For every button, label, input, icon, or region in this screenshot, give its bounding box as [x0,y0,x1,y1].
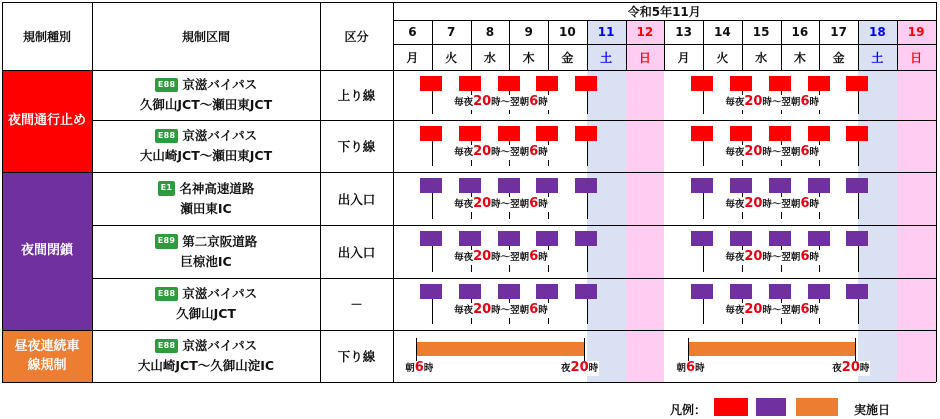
day-number: 18 [869,25,886,39]
day-number: 9 [524,25,533,39]
note-text: 毎夜 [725,97,745,108]
road-name: 京滋バイパス [182,128,258,143]
night-closure-block [769,76,791,91]
night-closure-block [730,126,752,141]
day-column-line [509,20,510,70]
continuous-end-note [560,361,599,376]
legend-purple-swatch [756,398,786,416]
header-month: 令和5年11月 [627,4,701,19]
note-text: 朝 [405,363,415,374]
night-closure-block [420,126,442,141]
note-text: 時 [538,199,548,210]
night-time-note [453,95,549,110]
note-hour: 6 [529,249,539,264]
note-text: 時～翌朝 [491,305,530,316]
category-cell: 昼夜連続車 線規制 [2,330,92,382]
day-column-line [664,20,665,70]
grid-line [92,2,93,382]
night-ramp-closure-block [459,284,481,299]
header-division: 区分 [344,29,369,44]
road-line [158,179,255,199]
road-name: 名神高速道路 [179,180,255,196]
night-time-note [724,197,820,212]
note-hour: 20 [473,249,492,264]
note-text: 時 [423,363,434,374]
night-ramp-closure-block [498,231,520,246]
section-name: 久御山JCT [176,306,236,321]
legend-red-swatch [714,398,748,416]
weekday-label: 月 [406,50,419,65]
night-closure-block [691,126,713,141]
note-hour: 20 [473,196,492,211]
night-ramp-closure-block [691,178,713,193]
weekday-label: 火 [716,50,729,65]
day-column-line [626,20,627,70]
note-text: 毎夜 [454,252,474,263]
note-hour: 20 [744,94,763,109]
day-number: 16 [791,25,809,39]
sunday-column-shade [626,20,665,382]
night-ramp-closure-block [691,231,713,246]
note-text: 毎夜 [725,147,745,158]
road-line [155,336,257,356]
note-hour: 20 [473,94,492,109]
grid-line [2,2,936,3]
note-hour: 20 [473,302,492,317]
night-closure-block [808,126,830,141]
night-time-note [724,303,820,318]
day-number: 11 [597,25,615,39]
regulation-section-cell [92,120,320,172]
note-text: 時 [538,147,548,158]
night-closure-block [691,76,713,91]
weekday-label: 月 [677,50,690,65]
grid-line [92,278,936,279]
night-ramp-closure-block [498,178,520,193]
night-ramp-closure-block [769,231,791,246]
note-text: 夜 [832,363,842,374]
day-column-line [819,20,820,70]
expressway-number-badge: E88 [155,78,179,93]
division-cell: 上り線 [337,88,376,103]
weekday-label: 日 [910,50,923,65]
note-text: 時 [809,199,819,210]
note-hour: 6 [529,302,539,317]
note-text: 時 [809,97,819,108]
weekday-label: 火 [445,50,458,65]
night-time-note [724,250,820,265]
night-ramp-closure-block [420,231,442,246]
night-ramp-closure-block [575,178,597,193]
day-column-line [548,20,549,70]
note-hour: 6 [800,302,810,317]
night-ramp-closure-block [536,178,558,193]
note-hour: 6 [529,144,539,159]
sunday-column-shade [897,20,936,382]
weekday-label: 水 [755,50,768,65]
note-text: 毎夜 [454,147,474,158]
grid-line [2,330,936,331]
note-hour: 6 [529,196,539,211]
night-ramp-closure-block [498,284,520,299]
saturday-column-shade [587,20,626,382]
grid-line [2,2,3,382]
night-ramp-closure-block [459,178,481,193]
road-line [155,75,257,95]
regulation-section-cell [92,330,320,382]
day-column-line [587,20,588,70]
note-text: 毎夜 [725,305,745,316]
night-time-note [453,197,549,212]
note-text: 毎夜 [725,199,745,210]
night-ramp-closure-block [808,178,830,193]
section-name: 大山崎JCT～瀬田東JCT [139,148,273,163]
night-closure-block [575,126,597,141]
grid-line [2,70,936,71]
weekday-label: 木 [522,50,535,65]
continuous-regulation-bar [416,342,584,356]
night-time-note [453,145,549,160]
legend-implementation-text: 実施日 [854,403,891,417]
note-hour: 20 [744,196,763,211]
continuous-start-note [676,361,706,376]
note-text: 毎夜 [454,199,474,210]
day-column-line [432,20,433,70]
note-text: 朝 [676,363,687,374]
note-hour: 20 [473,144,492,159]
night-ramp-closure-block [730,178,752,193]
day-number: 8 [485,25,495,39]
note-text: 時～翌朝 [491,97,530,108]
night-ramp-closure-block [575,284,597,299]
night-ramp-closure-block [769,178,791,193]
road-name: 京滋バイパス [182,77,258,92]
note-text: 時 [695,363,705,374]
note-text: 時～翌朝 [762,199,801,210]
note-text: 時 [538,252,548,263]
note-hour: 20 [841,360,860,375]
note-text: 毎夜 [454,305,474,316]
note-hour: 6 [800,249,810,264]
note-text: 時 [809,305,819,316]
night-ramp-closure-block [808,231,830,246]
category-cell: 夜間通行止め [2,70,92,172]
weekday-label: 日 [638,50,651,65]
note-text: 時～翌朝 [762,305,801,316]
note-hour: 20 [744,302,763,317]
day-column-line [471,20,472,70]
night-closure-block [536,126,558,141]
grid-line [92,120,936,121]
legend-label: 凡例： [670,403,707,417]
note-text: 夜 [561,363,571,374]
note-hour: 20 [570,360,589,375]
header-regulation-type: 規制種別 [22,29,71,44]
night-ramp-closure-block [846,231,868,246]
regulation-section-cell [92,172,320,225]
note-text: 時 [538,97,548,108]
note-text: 時 [859,363,870,374]
night-ramp-closure-block [420,178,442,193]
night-ramp-closure-block [730,284,752,299]
day-number: 15 [752,25,770,39]
note-hour: 20 [744,249,763,264]
grid-line [92,225,936,226]
night-time-note [453,250,549,265]
note-text: 毎夜 [725,252,745,263]
day-number: 6 [408,25,417,39]
night-ramp-closure-block [730,231,752,246]
note-hour: 6 [529,94,539,109]
grid-line [320,2,321,382]
note-text: 毎夜 [454,97,474,108]
grid-line [2,382,936,383]
road-line [155,284,257,304]
continuous-regulation-bar [688,342,856,356]
note-text: 時～翌朝 [491,252,530,263]
night-ramp-closure-block [536,231,558,246]
regulation-section-cell [92,278,320,330]
section-name: 久御山JCT～瀬田東JCT [139,97,273,112]
night-closure-block [420,76,442,91]
division-cell: 出入口 [337,191,376,207]
road-name: 第二京阪道路 [182,233,258,249]
note-text: 時～翌朝 [762,97,801,108]
night-closure-block [846,76,868,91]
expressway-number-badge: E88 [155,339,179,354]
expressway-number-badge: E89 [155,234,179,249]
note-text: 時～翌朝 [762,147,801,158]
day-number: 19 [907,25,925,39]
weekday-label: 金 [561,50,574,65]
note-hour: 6 [414,360,424,375]
regulation-section-cell [92,225,320,278]
day-column-line [703,20,704,70]
day-column-line [936,2,937,382]
note-hour: 6 [686,360,696,375]
night-ramp-closure-block [808,284,830,299]
grid-line [2,172,936,173]
expressway-number-badge: E88 [155,129,179,144]
night-ramp-closure-block [575,231,597,246]
day-number: 10 [559,25,576,39]
day-column-line [858,20,859,70]
weekday-label: 金 [832,50,845,65]
section-name: 大山崎JCT～久御山淀IC [137,358,275,373]
day-number: 17 [830,25,847,39]
note-text: 時～翌朝 [491,199,530,210]
expressway-number-badge: E1 [158,181,176,196]
note-hour: 6 [800,196,810,211]
night-closure-block [730,76,752,91]
note-hour: 20 [744,144,763,159]
night-closure-block [536,76,558,91]
night-closure-block [575,76,597,91]
legend-orange-swatch [796,398,838,416]
note-text: 時～翌朝 [762,252,801,263]
night-ramp-closure-block [536,284,558,299]
header-regulation-section: 規制区間 [181,29,230,44]
note-hour: 6 [800,94,810,109]
division-cell: － [350,297,363,312]
weekday-label: 土 [600,50,613,65]
note-hour: 6 [800,144,810,159]
night-time-note [724,95,820,110]
expressway-number-badge: E88 [155,287,179,302]
grid-line [393,2,394,382]
day-number: 14 [714,25,731,39]
saturday-column-shade [858,20,897,382]
night-closure-block [459,76,481,91]
note-text: 時 [538,305,548,316]
road-line [155,232,258,252]
division-cell: 下り線 [337,139,376,154]
section-name: 巨椋池IC [180,253,232,269]
night-closure-block [459,126,481,141]
day-number: 12 [636,25,654,39]
category-cell: 夜間閉鎖 [2,172,92,330]
division-cell: 下り線 [337,349,376,364]
road-name: 京滋バイパス [182,286,258,301]
section-name: 瀬田東IC [180,200,232,216]
night-ramp-closure-block [846,178,868,193]
night-ramp-closure-block [459,231,481,246]
day-number: 13 [675,25,692,39]
road-line [155,126,257,146]
regulation-section-cell [92,70,320,120]
day-column-line [897,20,898,70]
night-ramp-closure-block [691,284,713,299]
night-ramp-closure-block [846,284,868,299]
night-time-note [724,145,820,160]
division-cell: 出入口 [337,244,376,260]
road-name: 京滋バイパス [182,338,258,353]
night-closure-block [769,126,791,141]
weekday-label: 木 [793,50,806,65]
continuous-start-note [404,361,434,376]
note-text: 時 [588,363,599,374]
weekday-label: 土 [871,50,884,65]
night-closure-block [808,76,830,91]
night-closure-block [498,126,520,141]
note-text: 時～翌朝 [491,147,530,158]
day-column-line [742,20,743,70]
night-closure-block [498,76,520,91]
night-closure-block [846,126,868,141]
note-text: 時 [809,147,819,158]
day-column-line [781,20,782,70]
day-number: 7 [446,25,456,39]
night-ramp-closure-block [420,284,442,299]
note-text: 時 [809,252,819,263]
night-time-note [453,303,549,318]
weekday-label: 水 [483,50,496,65]
night-ramp-closure-block [769,284,791,299]
continuous-end-note [831,361,870,376]
